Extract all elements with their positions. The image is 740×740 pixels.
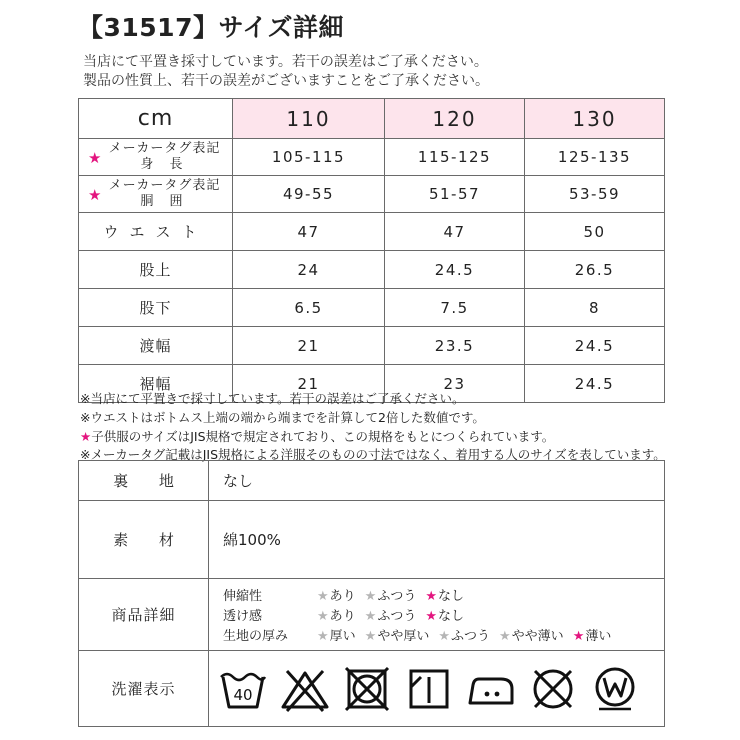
table-row-inseam [79,289,665,327]
row-label-hem: 裾幅 [79,365,233,403]
table-cell: 53-59 [525,176,665,213]
star-icon: ★ [317,609,329,624]
detail-row-material [79,501,665,579]
option: ★あり [317,609,356,624]
table-cell: 125-135 [525,139,665,176]
star-icon: ★ [499,629,511,644]
star-icon: ★ [438,629,450,644]
star-icon: ★ [572,629,585,644]
star-icon: ★ [425,589,437,604]
size-header-130: 130 [525,99,665,139]
table-cell: 6.5 [233,289,385,327]
option: ★ふつう [438,629,491,644]
table-cell: 7.5 [385,289,525,327]
row-label-thigh: 渡幅 [79,327,233,365]
option: ★やや薄い [499,629,564,644]
note-waist: ※ウエストはボトムス上端の端から端までを計算して2倍した数値です。 [80,410,485,425]
row-label-rise: 股上 [79,251,233,289]
maker-tag-label: メーカータグ表記 [108,178,221,193]
table-cell: 24.5 [525,327,665,365]
page-title: 【31517】サイズ詳細 [78,13,344,42]
table-cell: 23 [385,365,525,403]
star-icon: ★ [88,186,103,204]
table-cell: 24.5 [385,251,525,289]
lining-label: 裏 地 [79,461,209,501]
product-attributes [209,579,665,651]
lining-value: なし [209,461,665,501]
table-cell: 24.5 [525,365,665,403]
star-icon: ★ [317,589,329,604]
option-selected: ★なし [425,589,465,604]
maker-tag-label: メーカータグ表記 [108,141,221,156]
star-icon: ★ [364,629,377,644]
iron-medium-icon [465,663,517,715]
intro-line-1: 当店にて平置き採寸しています。若干の誤差はご了承ください。 [83,54,488,70]
table-cell: 50 [525,213,665,251]
row-label-waist: ウエスト [79,213,233,251]
material-label: 素 材 [79,501,209,579]
table-cell: 23.5 [385,327,525,365]
material-value: 綿100% [209,501,665,579]
size-header-120: 120 [385,99,525,139]
option-selected: ★薄い [572,629,612,644]
table-cell: 47 [385,213,525,251]
row-label-girth [79,176,233,213]
attr-name: 透け感 [223,609,263,624]
table-cell: 21 [233,327,385,365]
table-cell: 51-57 [385,176,525,213]
detail-row-lining [79,461,665,501]
row-label-height [79,139,233,176]
table-row-thigh [79,327,665,365]
intro-line-2: 製品の性質上、若干の誤差がございますことをご了承ください。 [83,73,489,89]
star-icon: ★ [364,589,377,604]
table-row-girth [79,176,665,213]
no-bleach-icon [279,663,331,715]
table-cell: 26.5 [525,251,665,289]
option: ★厚い [317,629,356,644]
option: ★あり [317,589,356,604]
size-header-row [79,99,665,139]
table-cell: 8 [525,289,665,327]
detail-row-product [79,579,665,651]
wet-clean-icon [589,663,641,715]
wash-label: 洗濯表示 [79,651,209,727]
option: ★ふつう [364,609,417,624]
care-icons-cell [209,651,665,727]
star-icon: ★ [425,609,437,624]
attr-stretch [223,585,664,605]
option: ★ふつう [364,589,417,604]
table-cell: 21 [233,365,385,403]
option-selected: ★なし [425,609,465,624]
line-dry-icon [403,663,455,715]
attr-name: 生地の厚み [223,629,289,644]
no-tumble-dry-icon [341,663,393,715]
star-icon: ★ [364,609,377,624]
note-measurement: ※当店にて平置きで採寸しています。若干の誤差はご了承ください。 [80,391,465,406]
table-cell: 47 [233,213,385,251]
attr-name: 伸縮性 [223,589,263,604]
option: ★やや厚い [364,629,430,644]
wash-temp: 40 [233,685,253,704]
attr-sheerness [223,605,664,625]
unit-cell: cm [79,99,233,139]
size-table [78,98,665,403]
size-header-110: 110 [233,99,385,139]
row-label-inseam: 股下 [79,289,233,327]
table-cell: 49-55 [233,176,385,213]
detail-table [78,460,665,727]
table-cell: 24 [233,251,385,289]
table-row-waist [79,213,665,251]
table-cell: 105-115 [233,139,385,176]
table-row-height [79,139,665,176]
height-label: 身 長 [140,157,189,172]
star-icon: ★ [317,629,329,644]
girth-label: 胴 囲 [140,194,189,209]
star-icon: ★ [80,429,92,444]
table-row-rise [79,251,665,289]
no-dry-clean-icon [527,663,579,715]
wash-40-icon [217,663,269,715]
note-jis [80,427,554,445]
product-detail-label: 商品詳細 [79,579,209,651]
attr-thickness [223,625,664,645]
star-icon: ★ [88,149,103,167]
table-cell: 115-125 [385,139,525,176]
note-maker-tag: ※メーカータグ記載はJIS規格による洋服そのものの寸法ではなく、着用する人のサイズを表しています。 [80,447,666,462]
note-jis-text: 子供服のサイズはJIS規格で規定されており、この規格をもとにつくられています。 [91,429,555,444]
care-icons [209,651,664,726]
detail-row-wash [79,651,665,727]
